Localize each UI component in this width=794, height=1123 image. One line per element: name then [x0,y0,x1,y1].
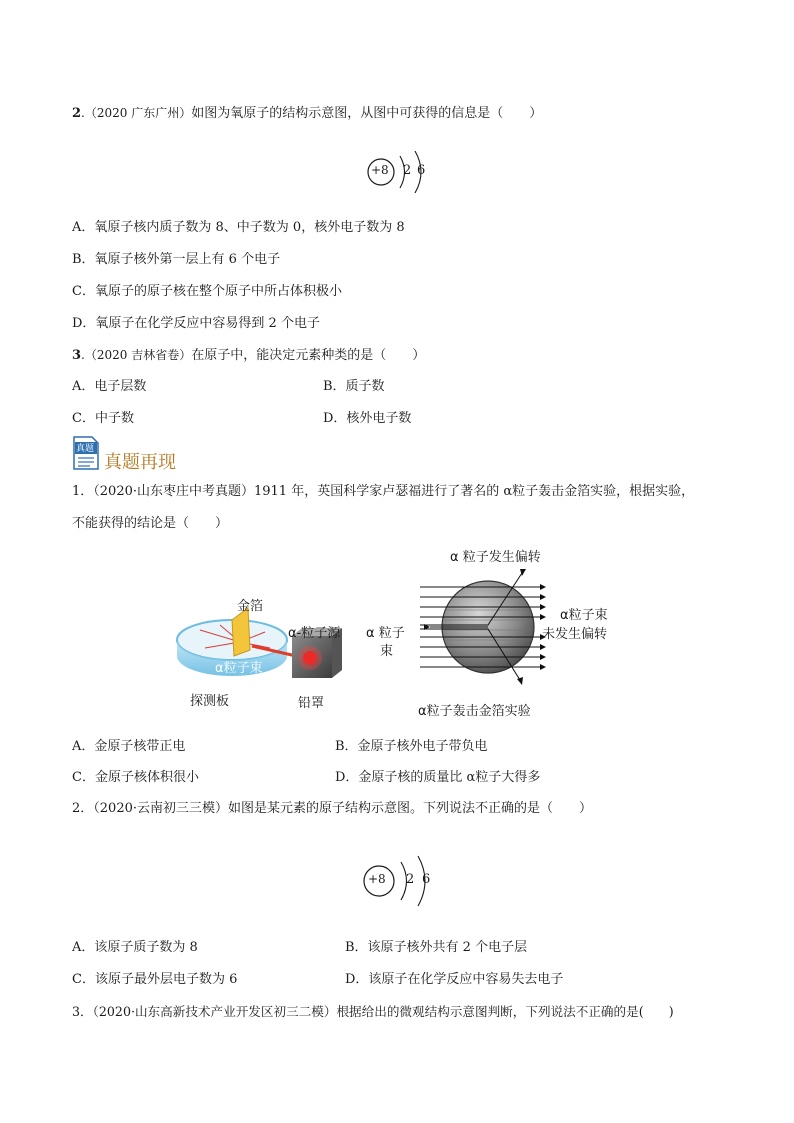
atom2-shell2-count: 6 [422,872,431,887]
atom-nucleus-charge: +8 [371,163,389,177]
q2-option-c: C．该原子最外层电子数为 6 [72,972,238,987]
q2-top-option-a: A．氧原子核内质子数为 8、中子数为 0，核外电子数为 8 [72,220,405,235]
label-alpha-beam: α粒子束 [215,661,263,676]
document-icon-text: 真题 [76,444,95,454]
label-gold-foil: 金箔 [237,599,264,614]
q3-top-number: 3 [72,348,82,363]
q2-top-option-c: C．氧原子的原子核在整个原子中所占体积极小 [72,284,342,299]
q2-option-b: B．该原子核外共有 2 个电子层 [345,940,528,955]
label-not-deflected-1: α粒子束 [560,608,608,623]
q3-top-option-d: D．核外电子数 [323,411,412,426]
q1-option-d: D．金原子核的质量比 α粒子大得多 [335,770,541,785]
label-beam-left-2: 束 [380,644,394,659]
label-alpha-source: α-粒子源 [288,626,341,641]
atom-shell2-count: 6 [417,163,426,178]
label-not-deflected-2: 未发生偏转 [542,627,608,642]
atom-shell1-count: 2 [403,163,412,178]
label-experiment-caption: α粒子轰击金箔实验 [418,704,531,719]
q2-option-a: A．该原子质子数为 8 [72,940,198,955]
q3-top-option-c: C．中子数 [72,411,134,426]
q2-option-d: D．该原子在化学反应中容易失去电子 [345,972,564,987]
alpha-scattering-figure [410,565,550,690]
q2-top-stem [72,104,542,123]
q2-top-option-d: D．氧原子在化学反应中容易得到 2 个电子 [72,316,320,331]
atom2-shell1-count: 2 [406,872,415,887]
atom2-nucleus-charge: +8 [368,872,386,886]
q2-stem: 2．（2020·云南初三三模）如图是某元素的原子结构示意图。下列说法不正确的是（ ） [72,801,592,816]
label-beam-left-1: α 粒子 [366,626,405,641]
element-atom-diagram [360,852,450,912]
label-lead-box: 铅罩 [298,696,325,711]
label-deflected: α 粒子发生偏转 [450,550,541,565]
q3-top-stem [72,346,425,365]
q3-top-text: 在原子中，能决定元素种类的是（ ） [191,348,426,363]
label-detector: 探测板 [190,694,230,709]
q3-top-option-b: B．质子数 [323,379,385,394]
q1-option-c: C．金原子核体积很小 [72,770,199,785]
q3-stem: 3．（2020·山东高新技术产业开发区初三二模）根据给出的微观结构示意图判断，下列说法不正确的是( ) [72,1004,674,1019]
q2-top-number: 2 [72,106,82,121]
q1-stem-line2: 不能获得的结论是（ ） [72,516,229,531]
q1-option-a: A．金原子核带正电 [72,739,186,754]
section-title: 真题再现 [104,452,176,473]
q2-top-option-b: B．氧原子核外第一层上有 6 个电子 [72,252,281,267]
q3-top-option-a: A．电子层数 [72,379,147,394]
q1-option-b: B．金原子核外电子带负电 [335,739,488,754]
q3-top-source: .（2020 吉林省卷） [81,348,192,362]
oxygen-atom-diagram [365,148,445,198]
q1-stem-line1: 1．（2020·山东枣庄中考真题）1911 年，英国科学家卢瑟福进行了著名的 α粒子轰击金箔实验，根据实验， [72,484,695,499]
q2-top-source: .（2020 广东广州） [81,106,192,120]
q2-top-text: 如图为氧原子的结构示意图，从图中可获得的信息是（ ） [191,106,543,121]
document-icon [72,436,100,470]
